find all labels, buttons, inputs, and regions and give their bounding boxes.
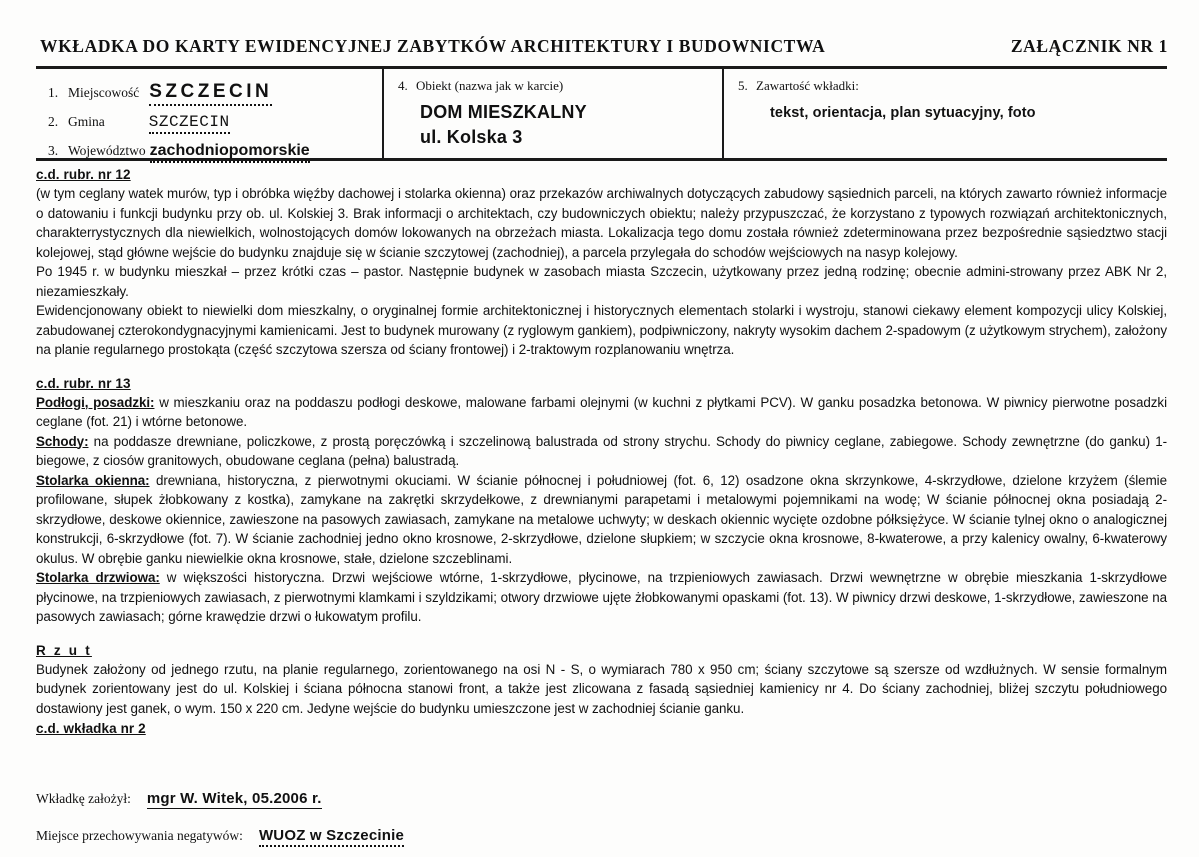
document-title: WKŁADKA DO KARTY EWIDENCYJNEJ ZABYTKÓW ARCHITEKTURY I BUDOWNICTWA xyxy=(40,36,826,56)
rubric13-entry-stolarka-okienna xyxy=(36,471,1167,569)
field-wojewodztwo xyxy=(48,142,310,163)
footer-author-value: mgr W. Witek, 05.2006 r. xyxy=(146,790,322,807)
header-cell-contents xyxy=(722,69,1167,158)
object-label-row xyxy=(398,78,563,94)
field-gmina-value: SZCZECIN xyxy=(149,113,230,134)
rzut-heading: R z u t xyxy=(36,642,92,658)
field-gmina-number: 2. xyxy=(48,114,59,129)
rubric13-heading: c.d. rubr. nr 13 xyxy=(36,375,131,391)
field-miejscowosc-value: SZCZECIN xyxy=(149,81,272,106)
section-gap xyxy=(36,360,1167,375)
field-miejscowosc-label: Miejscowość xyxy=(68,85,140,100)
section-gap-2 xyxy=(36,627,1167,642)
field-miejscowosc xyxy=(48,81,272,106)
header-table xyxy=(36,66,1167,161)
rubric12-heading: c.d. rubr. nr 12 xyxy=(36,167,131,182)
object-label: Obiekt (nazwa jak w karcie) xyxy=(416,78,564,93)
contents-value: tekst, orientacja, plan sytuacyjny, foto xyxy=(770,105,1036,121)
rubric12-section xyxy=(36,166,1167,360)
continuation-note: c.d. wkładka nr 2 xyxy=(36,721,146,736)
field-gmina-label: Gmina xyxy=(68,114,105,129)
entry-label-stolarka-okienna: Stolarka okienna: xyxy=(36,472,150,488)
contents-label-row xyxy=(738,78,859,94)
document-body xyxy=(36,166,1167,738)
rubric12-paragraph-1: (w tym ceglany watek murów, typ i obróbka więźby dachowej i stolarka okienna) oraz przekazów archiwalnych dotyczących zabudowy sąsiednich parceli, na których zawarto również informacje o datowaniu i funkcji budynku przy ob. ul. Kolskiej 3. Brak informacji o architektach, czy budowniczych obiektu; należy przypuszczać, że korzystano z typowych rozwiązań architektonicznych, charakterrystycznych dla niewielkich, wolnostojących domów lokowanych na obrzeżach miasta. Lokalizacja tego domu została również zdeterminowana przez bezpośrednie sąsiedztwo stacji kolejowej, stąd główne wejście do budynku znajduje się w ścianie szczytowej (zachodniej), a parcela przylegała do schodów wejściowych na nasyp kolejowy. xyxy=(36,186,1167,260)
entry-text-podlogi: w mieszkaniu oraz na poddaszu podłogi deskowe, malowane farbami olejnymi (w kuchni z płytkami PCV). W ganku posadzka betonowa. W piwnicy pierwotne posadzki ceglane (fot. 21) i wtórne betonowe. xyxy=(36,394,1167,429)
object-address: ul. Kolska 3 xyxy=(420,127,523,147)
object-number: 4. xyxy=(398,78,408,93)
document-footer xyxy=(36,790,1167,857)
rzut-paragraph: Budynek założony od jednego rzutu, na planie regularnego, zorientowanego na osi N - S, o wymiarach 780 x 950 cm; ściany szczytowe są szersze od wzdłużnych. W sensie formalnym budynek zorientowany jest do ul. Kolskiej i ściana północna stanowi front, a także jest zlicowana z fasadą sąsiedniej kamienicy nr 4. Do ściany zachodniej, bliżej szczytu południowego dostawiony jest ganek, o wym. 150 x 220 cm. Jedyne wejście do budynku umieszczone jest w zachodniej ścianie ganku. xyxy=(36,661,1167,716)
rubric13-entry-schody xyxy=(36,432,1167,471)
object-name: DOM MIESZKALNY xyxy=(420,102,587,122)
field-gmina xyxy=(48,113,230,134)
entry-text-schody: na poddasze drewniane, policzkowe, z prostą poręczówką i szczelinową balustrada od strony strychu. Schody do piwnicy ceglane, zabiegowe. Schody zewnętrzne (do ganku) 1-biegowe, z ciosów granitowych, obudowane ceglana (pełna) balustradą. xyxy=(36,433,1167,468)
rubric13-section xyxy=(36,375,1167,627)
field-wojewodztwo-number: 3. xyxy=(48,143,59,158)
rzut-section xyxy=(36,642,1167,739)
field-miejscowosc-number: 1. xyxy=(48,85,59,100)
entry-label-stolarka-drzwiowa: Stolarka drzwiowa: xyxy=(36,570,160,585)
rubric12-paragraph-2: Po 1945 r. w budynku mieszkał – przez krótki czas – pastor. Następnie budynek w zasobach miasta Szczecin, użytkowany przez jedną rodzinę; obecnie admini-strowany przez ABK Nr 2, niezamieszkały. xyxy=(36,264,1167,299)
footer-negatives-value: WUOZ w Szczecinie xyxy=(259,827,404,847)
entry-label-podlogi: Podłogi, posadzki: xyxy=(36,394,155,410)
contents-number: 5. xyxy=(738,78,748,93)
footer-author-row xyxy=(36,790,1167,809)
rubric12-paragraph-3: Ewidencjonowany obiekt to niewielki dom mieszkalny, o oryginalnej formie architektonicznej i historycznych elementach stolarki i wystroju, stanowi ciekawy element kompozycji ulicy Kolskiej, zabudowanej czterokondygnacyjnymi kamienicami. Jest to budynek murowany (z ryglowym gankiem), podpiwniczony, nakryty wysokim dachem 2-spadowym (z użytkowym strychem), założony na planie regularnego prostokąta (część szczytowa szersza od ściany frontowej) i 2-traktowym rozplanowaniu wnętrza. xyxy=(36,303,1167,357)
footer-negatives-label: Miejsce przechowywania negatywów: xyxy=(36,828,243,843)
rubric13-entry-podlogi xyxy=(36,393,1167,432)
footer-author-label: Wkładkę założył: xyxy=(36,791,131,806)
annex-number: ZAŁĄCZNIK NR 1 xyxy=(1010,36,1168,56)
entry-text-stolarka-okienna: drewniana, historyczna, z pierwotnymi okuciami. W ścianie północnej i południowej (fot. 6, 12) osadzone okna skrzynkowe, 4-skrzydłowe, dzielone krzyżem (ślemie profilowane, słupek żłobkowany z kostka), zamykane na zakrętki skrzydełkowe, z drewnianymi parapetami i metalowymi pojemnikami na wodę; W ścianie północnej okna posiadają 2-skrzydłowe, deskowe okiennice, zawieszone na pasowych zawiasach, zamykane na metalowe uchwyty; w deskach okiennic wycięte ozdobne półksiężyce. W ścianie tylnej okno o analogicznej konstrukcji, 6-skrzydłowe (fot. 7). W ścianie zachodniej jedno okno krosnowe, 2-skrzydłowe, dzielone słupkiem; w szczycie okna krosnowe, 8-kwaterowe, a przy kalenicy owalny, 6-kwaterowy okulus. W obrębie ganku niewielkie okna krosnowe, stałe, dzielone szczeblinami. xyxy=(36,472,1167,566)
footer-negatives-row xyxy=(36,827,1167,847)
header-cell-location xyxy=(36,69,382,158)
entry-label-schody: Schody: xyxy=(36,433,89,449)
field-wojewodztwo-value: zachodniopomorskie xyxy=(150,142,310,163)
title-row xyxy=(40,36,1168,62)
entry-text-stolarka-drzwiowa: w większości historyczna. Drzwi wejściowe wtórne, 1-skrzydłowe, płycinowe, na trzpieniowych zawiasach. Drzwi wewnętrzne w obrębie mieszkania 1-skrzydłowe płycinowe, na trzpieniowych zawiasach, z pierwotnymi klamkami i szyldzikami; otwory drzwiowe ujęte żłobkowanymi opaskami (fot. 13). W piwnicy drzwi deskowe, 1-skrzydłowe, zawieszone na pasowych zawiasach; górne krawędzie drzwi o łukowatym profilu. xyxy=(36,570,1167,624)
header-cell-object xyxy=(382,69,722,158)
rubric13-entry-stolarka-drzwiowa xyxy=(36,568,1167,627)
field-wojewodztwo-label: Województwo xyxy=(68,143,146,158)
contents-label: Zawartość wkładki: xyxy=(756,78,859,93)
